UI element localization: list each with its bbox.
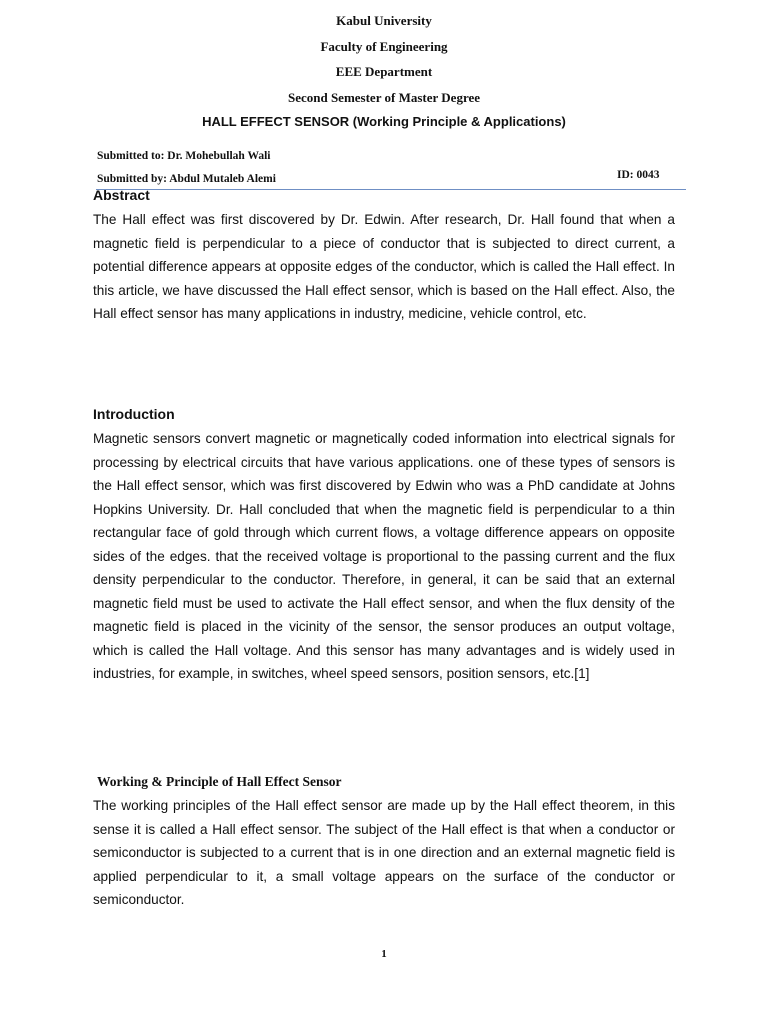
working-principle-body: The working principles of the Hall effect sensor are made up by the Hall effect theorem, in this sense it is called a Hall effect sensor. The subject of the Hall effect is that when a conductor or semiconductor is subjected to a current that is in one direction and an external magnetic field is applied perpendicular to it, a small voltage appears on the surface of the conductor or semiconductor.: [93, 798, 675, 907]
abstract-body: The Hall effect was first discovered by Dr. Edwin. After research, Dr. Hall found that when a magnetic field is perpendicular to a piece of conductor that is subjected to direct current, a potential difference appears at opposite edges of the conductor, which is called the Hall effect. In this article, we have discussed the Hall effect sensor, which is based on the Hall effect. Also, the Hall effect sensor has many applications in industry, medicine, vehicle control, etc.: [93, 212, 675, 321]
submitted-to: Submitted to: Dr. Mohebullah Wali: [97, 150, 271, 162]
faculty-name: Faculty of Engineering: [320, 39, 448, 54]
submitted-by: Submitted by: Abdul Mutaleb Alemi: [97, 173, 276, 185]
university-name: Kabul University: [336, 13, 432, 28]
introduction-heading: Introduction: [93, 406, 175, 422]
semester-label: Second Semester of Master Degree: [287, 90, 481, 105]
introduction-body: Magnetic sensors convert magnetic or magnetically coded information into electrical signals for processing by electrical circuits that have various applications. one of these types of sensors is the Hall effect sensor, which was first discovered by Edwin who was a PhD candidate at Johns Hopkins University. Dr. Hall concluded that when the magnetic field is perpendicular to a thin rectangular face of gold through which current flows, a voltage difference appears on opposite sides of the edges. that the received voltage is proportional to the passing current and the flux density perpendicular to the conductor. Therefore, in general, it can be said that an external magnetic field must be used to activate the Hall effect sensor, and when the flux density of the magnetic field is placed in the vicinity of the sensor, the sensor produces an output voltage, which is called the Hall voltage. And this sensor has many advantages and is widely used in industries, for example, in switches, wheel speed sensors, position sensors, etc.[1]: [93, 431, 675, 681]
working-principle-heading: Working & Principle of Hall Effect Sensor: [97, 774, 342, 789]
abstract-heading: Abstract: [93, 187, 150, 203]
student-id: ID: 0043: [617, 169, 660, 181]
department-name: EEE Department: [335, 64, 433, 79]
document-title: HALL EFFECT SENSOR (Working Principle & Applications): [202, 114, 566, 129]
page-number: 1: [381, 948, 387, 960]
header-divider: [96, 189, 686, 190]
